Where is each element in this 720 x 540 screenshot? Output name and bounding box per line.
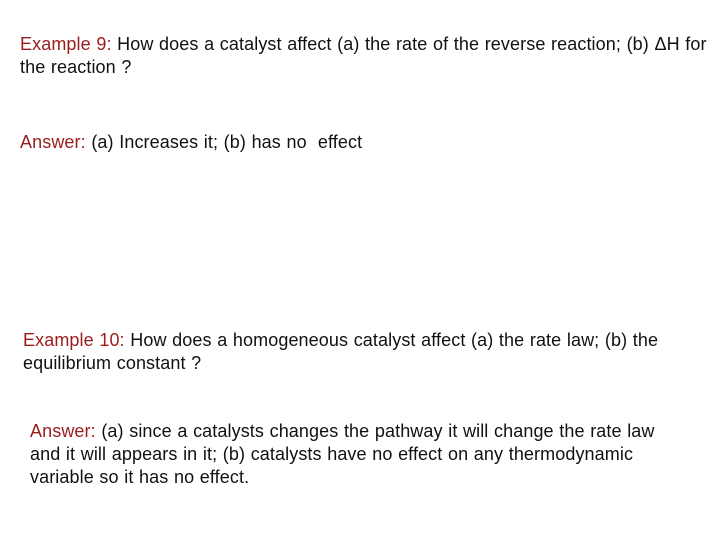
answer-9-text: (a) Increases it; (b) has no effect: [85, 132, 363, 152]
example-9-text: How does a catalyst affect (a) the rate of the reverse reaction; (b) ΔH for the reaction ?: [20, 34, 707, 77]
example-9-label: Example 9:: [20, 34, 112, 54]
example-10-question: [23, 329, 703, 375]
answer-10-text: (a) since a catalysts changes the pathway it will change the rate law and it will appears in it; (b) catalysts have no effect on any thermodynamic variable so it has no effect.: [30, 421, 655, 487]
example-9-answer: [20, 131, 710, 154]
answer-9-label: Answer:: [20, 132, 86, 152]
example-10-label: Example 10:: [23, 330, 125, 350]
example-10-answer: [30, 420, 670, 489]
answer-10-label: Answer:: [30, 421, 96, 441]
example-9-question: [20, 33, 710, 79]
example-10-text: How does a homogeneous catalyst affect (a) the rate law; (b) the equilibrium constant ?: [23, 330, 659, 373]
